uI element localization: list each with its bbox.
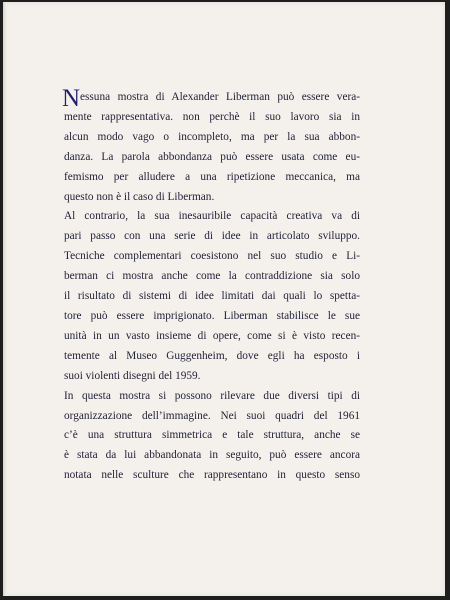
text-line: organizzazione dell’immagine. Nei suoi quadri del 1961 [64, 409, 360, 422]
text-line: Al contrario, la sua inesauribile capacità creativa va di [64, 210, 360, 223]
text-line: notata nelle sculture che rappresentano in questo senso [64, 469, 360, 482]
text-line: unità in un vasto insieme di opere, come si è visto recen- [64, 329, 360, 342]
text-line: danza. La parola abbondanza può essere usata come eu- [64, 150, 360, 163]
text-line: berman ci mostra anche come la contraddizione sia solo [64, 270, 360, 283]
text-line: Tecniche complementari coesistono nel suo studio e Li- [64, 250, 360, 263]
page-spine-shadow [3, 2, 7, 596]
text-line: femismo per alludere a una ripetizione meccanica, ma [64, 170, 360, 183]
text-line: pari passo con una serie di idee in articolato sviluppo. [64, 230, 360, 243]
text-line: essuna mostra di Alexander Liberman può essere vera- [80, 91, 360, 103]
text-line: suoi violenti disegni del 1959. [64, 369, 201, 382]
text-line: mente rappresentativa. non perchè il suo lavoro sia in [64, 110, 360, 123]
text-line: In questa mostra si possono rilevare due diversi tipi di [64, 389, 360, 402]
text-line: alcun modo vago o incompleto, ma per la sua abbon- [64, 130, 360, 143]
text-line: temente al Museo Guggenheim, dove egli ha esposto i [64, 349, 360, 362]
book-page [3, 2, 445, 596]
paragraph-2 [64, 207, 360, 386]
body-text [62, 85, 360, 486]
drop-cap: N [62, 85, 81, 112]
text-line: c’è una struttura simmetrica e tale struttura, anche se [64, 429, 360, 442]
paragraph-1 [62, 85, 360, 207]
text-line: è stata da lui abbandonata in seguito, può essere ancora [64, 449, 360, 462]
paragraph-3 [64, 387, 360, 487]
text-line: il risultato di sistemi di idee limitati dai quali lo spetta- [64, 290, 360, 303]
text-line: tore può essere imprigionato. Liberman stabilisce le sue [64, 309, 360, 322]
text-line: questo non è il caso di Liberman. [64, 190, 215, 203]
